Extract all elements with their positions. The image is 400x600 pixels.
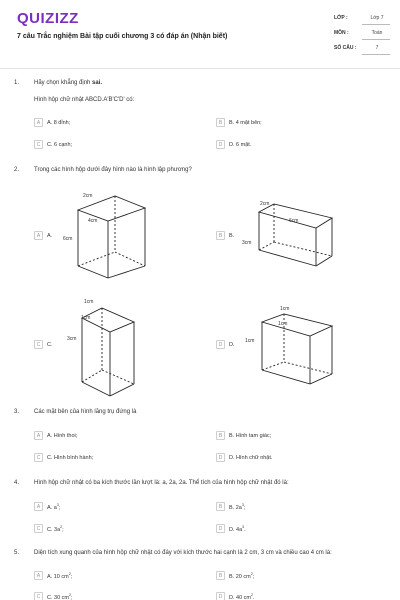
- option-key-box: A: [34, 502, 43, 511]
- answer-option[interactable]: D D. $4a^3$.: [216, 523, 246, 534]
- question-text: Hãy chọn khẳng định sai.: [34, 80, 103, 86]
- quizizz-logo[interactable]: QUIZIZZ: [17, 10, 79, 27]
- option-key-box: A: [34, 118, 43, 127]
- option-key-box: A: [34, 231, 43, 240]
- count-underline: [362, 54, 390, 55]
- dimension-label: 3cm: [242, 240, 252, 246]
- class-value: Lớp 7: [370, 15, 384, 21]
- question-number: 5.: [14, 550, 20, 556]
- answer-option[interactable]: D D. Hình chữ nhật.: [216, 452, 272, 463]
- cuboid-figure-a: [63, 188, 170, 283]
- dimension-label: 4cm: [88, 218, 98, 224]
- class-label: LỚP :: [334, 15, 348, 21]
- answer-option[interactable]: C C. $3a^2$;: [34, 523, 64, 534]
- question-subtext: Hình hộp chữ nhật ABCD.A'B'C'D' có:: [34, 97, 135, 103]
- option-key-box: D: [216, 453, 225, 462]
- answer-option[interactable]: A A. $a^3$;: [34, 501, 60, 512]
- option-key-box: B: [216, 502, 225, 511]
- dimension-label: 1cm: [280, 306, 290, 312]
- answer-option[interactable]: C C.: [34, 339, 53, 350]
- question-text: Hình hộp chữ nhật có ba kích thước lần lượt là: a, 2a, 2a. Thể tích của hình hộp chữ nhật đó là:: [34, 480, 289, 486]
- page-title: 7 câu Trắc nghiệm Bài tập cuối chương 3 có đáp án (Nhận biết): [17, 33, 228, 40]
- class-underline: [362, 24, 390, 25]
- option-key-box: D: [216, 592, 225, 600]
- question-text: Trong các hình hộp dưới đây hình nào là hình lập phương?: [34, 167, 192, 173]
- answer-option[interactable]: D D.: [216, 339, 235, 350]
- dimension-label: 3cm: [67, 336, 77, 342]
- option-key-box: D: [216, 340, 225, 349]
- option-key-box: B: [216, 571, 225, 580]
- dimension-label: 1cm: [84, 299, 94, 305]
- answer-option[interactable]: B B. Hình tam giác;: [216, 430, 271, 441]
- subject-field: [334, 29, 390, 39]
- header-divider: [0, 68, 400, 69]
- answer-option[interactable]: B B. 20 $cm^2$;: [216, 570, 254, 581]
- answer-option[interactable]: B B.: [216, 230, 234, 241]
- cube-figure-d: [245, 306, 343, 386]
- answer-option[interactable]: C C. 30 $cm^2$;: [34, 591, 73, 600]
- count-label: SỐ CÂU :: [334, 45, 357, 51]
- answer-option[interactable]: B B. $2a^3$;: [216, 501, 245, 512]
- answer-option[interactable]: A A. 10 $cm^2$;: [34, 570, 72, 581]
- question-number: 3.: [14, 409, 20, 415]
- option-key-box: A: [34, 571, 43, 580]
- answer-option[interactable]: A A.: [34, 230, 52, 241]
- question-number: 1.: [14, 80, 20, 86]
- dimension-label: 2cm: [83, 193, 93, 199]
- subject-underline: [362, 39, 390, 40]
- option-key-box: D: [216, 524, 225, 533]
- cuboid-figure-c: [67, 298, 148, 398]
- option-key-box: B: [216, 431, 225, 440]
- option-key-box: D: [216, 140, 225, 149]
- option-key-box: C: [34, 340, 43, 349]
- question-number: 4.: [14, 480, 20, 486]
- dimension-label: 6cm: [289, 218, 299, 224]
- dimension-label: 1cm: [245, 338, 255, 344]
- question-number: 2.: [14, 167, 20, 173]
- answer-option[interactable]: D D. 6 mặt.: [216, 139, 251, 150]
- dimension-label: 6cm: [63, 236, 73, 242]
- worksheet-header: [0, 0, 400, 66]
- subject-label: MÔN :: [334, 30, 349, 36]
- question-text: Các mặt bên của hình lăng trụ đứng là: [34, 409, 137, 415]
- option-key-box: B: [216, 231, 225, 240]
- answer-option[interactable]: D D. 40 $cm^2$.: [216, 591, 255, 600]
- option-key-box: A: [34, 431, 43, 440]
- answer-option[interactable]: A A. 8 đỉnh;: [34, 117, 70, 128]
- answer-option[interactable]: C C. Hình bình hành;: [34, 452, 93, 463]
- option-key-box: C: [34, 453, 43, 462]
- count-field: [334, 44, 390, 54]
- dimension-label: 1cm: [81, 315, 91, 321]
- cuboid-figure-b: [242, 200, 344, 270]
- emphasis-text: sai.: [92, 80, 103, 86]
- option-key-box: C: [34, 592, 43, 600]
- subject-value: Toán: [371, 30, 383, 36]
- question-text: Diện tích xung quanh của hình hộp chữ nhật có đáy với kích thước hai cạnh là 2 cm, 3 cm và chiều cao 4 cm là:: [34, 550, 332, 556]
- option-key-box: C: [34, 140, 43, 149]
- dimension-label: 1cm: [278, 321, 288, 327]
- option-key-box: B: [216, 118, 225, 127]
- dimension-label: 2cm: [260, 201, 270, 207]
- answer-option[interactable]: B B. 4 mặt bên;: [216, 117, 262, 128]
- answer-option[interactable]: A A. Hình thoi;: [34, 430, 77, 441]
- option-key-box: C: [34, 524, 43, 533]
- count-value: 7: [375, 45, 379, 51]
- answer-option[interactable]: C C. 6 cạnh;: [34, 139, 72, 150]
- class-field: [334, 14, 390, 24]
